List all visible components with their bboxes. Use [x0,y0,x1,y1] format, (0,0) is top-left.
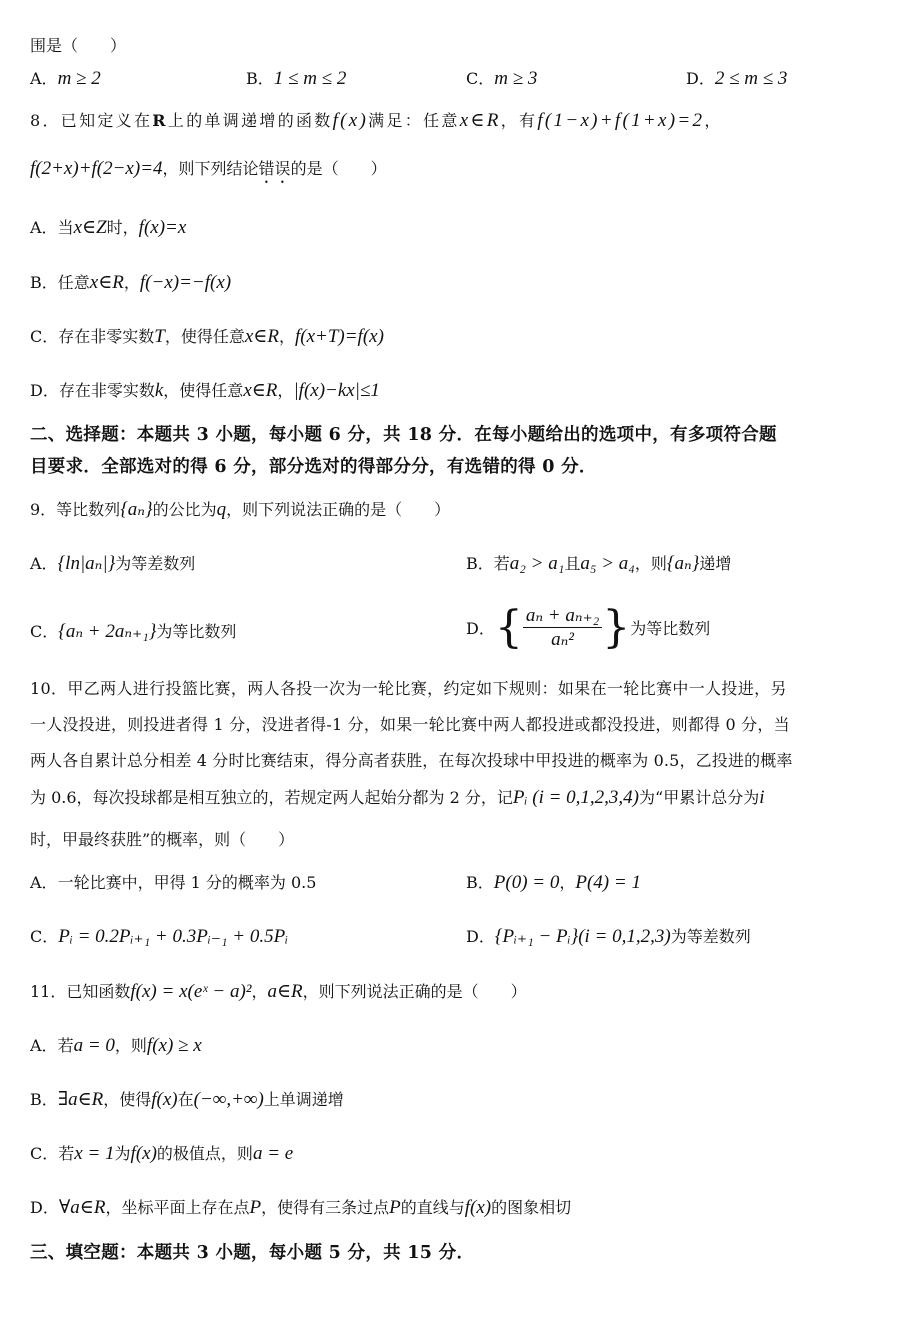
q9-stem: 9．等比数列{aₙ}的公比为q，则下列说法正确的是（ ） [30,499,451,520]
q10-stem-line1: 10．甲乙两人进行投篮比赛，两人各投一次为一轮比赛，约定如下规则：如果在一轮比赛中一人投进，另 [30,679,787,698]
q11-option-a: A．若a = 0，则f(x) ≥ x [30,1035,202,1056]
q10-stem-line2: 一人没投进，则投进者得 1 分，没进者得-1 分，如果一轮比赛中两人都投进或都没投进，则都得 0 分，当 [30,715,790,734]
section3-heading: 三、填空题：本题共 3 小题，每小题 5 分，共 15 分． [30,1243,475,1263]
right-brace: } [602,602,631,653]
q8-stem-line1: 8．已知定义在R上的单调递增的函数f(x)满足：任意x∈R，有f(1−x)+f(1+x)=2， [30,110,723,131]
q8-stem-line2: f(2+x)+f(2−x)=4，则下列结论错误的是（ ） [30,158,387,179]
q7-option-d: D．2 ≤ m ≤ 3 [686,68,788,89]
q7-option-c: C．m ≥ 3 [466,68,538,89]
q7-option-a: A．m ≥ 2 [30,68,101,89]
q10-stem-line3: 两人各自累计总分相差 4 分时比赛结束，得分高者获胜，在每次投球中甲投进的概率为 0.5，乙投进的概率 [30,751,793,770]
section2-heading-line1: 二、选择题：本题共 3 小题，每小题 6 分，共 18 分．在每小题给出的选项中，有多项符合题 [30,425,777,445]
q11-option-d: D．∀a∈R，坐标平面上存在点P，使得有三条过点P的直线与f(x)的图象相切 [30,1197,572,1218]
q7-tail: 围是（ ） [30,36,127,55]
q11-option-b: B．∃a∈R，使得f(x)在(−∞,+∞)上单调递增 [30,1089,344,1110]
q9-option-a: A．{ln|aₙ|}为等差数列 [30,553,196,574]
q8-option-b: B．任意x∈R，f(−x)=−f(x) [30,272,232,293]
q8-option-a: A．当x∈Z时，f(x)=x [30,217,187,238]
q10-stem-line5: 时，甲最终获胜”的概率，则（ ） [30,830,295,849]
q7-option-b: B．1 ≤ m ≤ 2 [246,68,347,89]
q10-option-b: B．P(0) = 0，P(4) = 1 [466,872,641,893]
fraction: $\frac{\text{aₙ + aₙ₊₂}}{\text{aₙ²}}$ [523,604,602,651]
q8-option-c: C．存在非零实数T，使得任意x∈R，f(x+T)=f(x) [30,326,384,347]
q9-option-c: C．{aₙ + 2aₙ₊₁}为等比数列 [30,621,237,642]
q11-option-c: C．若x = 1为f(x)的极值点，则a = e [30,1143,294,1164]
q8-option-d: D．存在非零实数k，使得任意x∈R，|f(x)−kx|≤1 [30,380,380,401]
left-brace: { [494,602,523,653]
q9-option-d: D． { $\frac{\text{aₙ + aₙ₊₂}}{\text{aₙ²}}$ } 为等比数列 [466,602,711,653]
q9-option-b: B．若a₂ > a₁且a₅ > a₄，则{aₙ}递增 [466,553,732,574]
q10-option-a: A．一轮比赛中，甲得 1 分的概率为 0.5 [30,873,317,892]
q10-option-c: C．Pᵢ = 0.2Pᵢ₊₁ + 0.3Pᵢ₋₁ + 0.5Pᵢ [30,926,289,947]
section2-heading-line2: 目要求．全部选对的得 6 分，部分选对的得部分分，有选错的得 0 分． [30,457,597,477]
q10-option-d: D．{Pᵢ₊₁ − Pᵢ}(i = 0,1,2,3)为等差数列 [466,926,751,947]
q11-stem: 11．已知函数f(x) = x(eˣ − a)²，a∈R，则下列说法正确的是（ ） [30,981,527,1002]
q10-stem-line4: 为 0.6，每次投球都是相互独立的，若规定两人起始分都为 2 分，记Pᵢ (i = 0,1,2,3,4)为“甲累计总分为i [30,787,765,808]
